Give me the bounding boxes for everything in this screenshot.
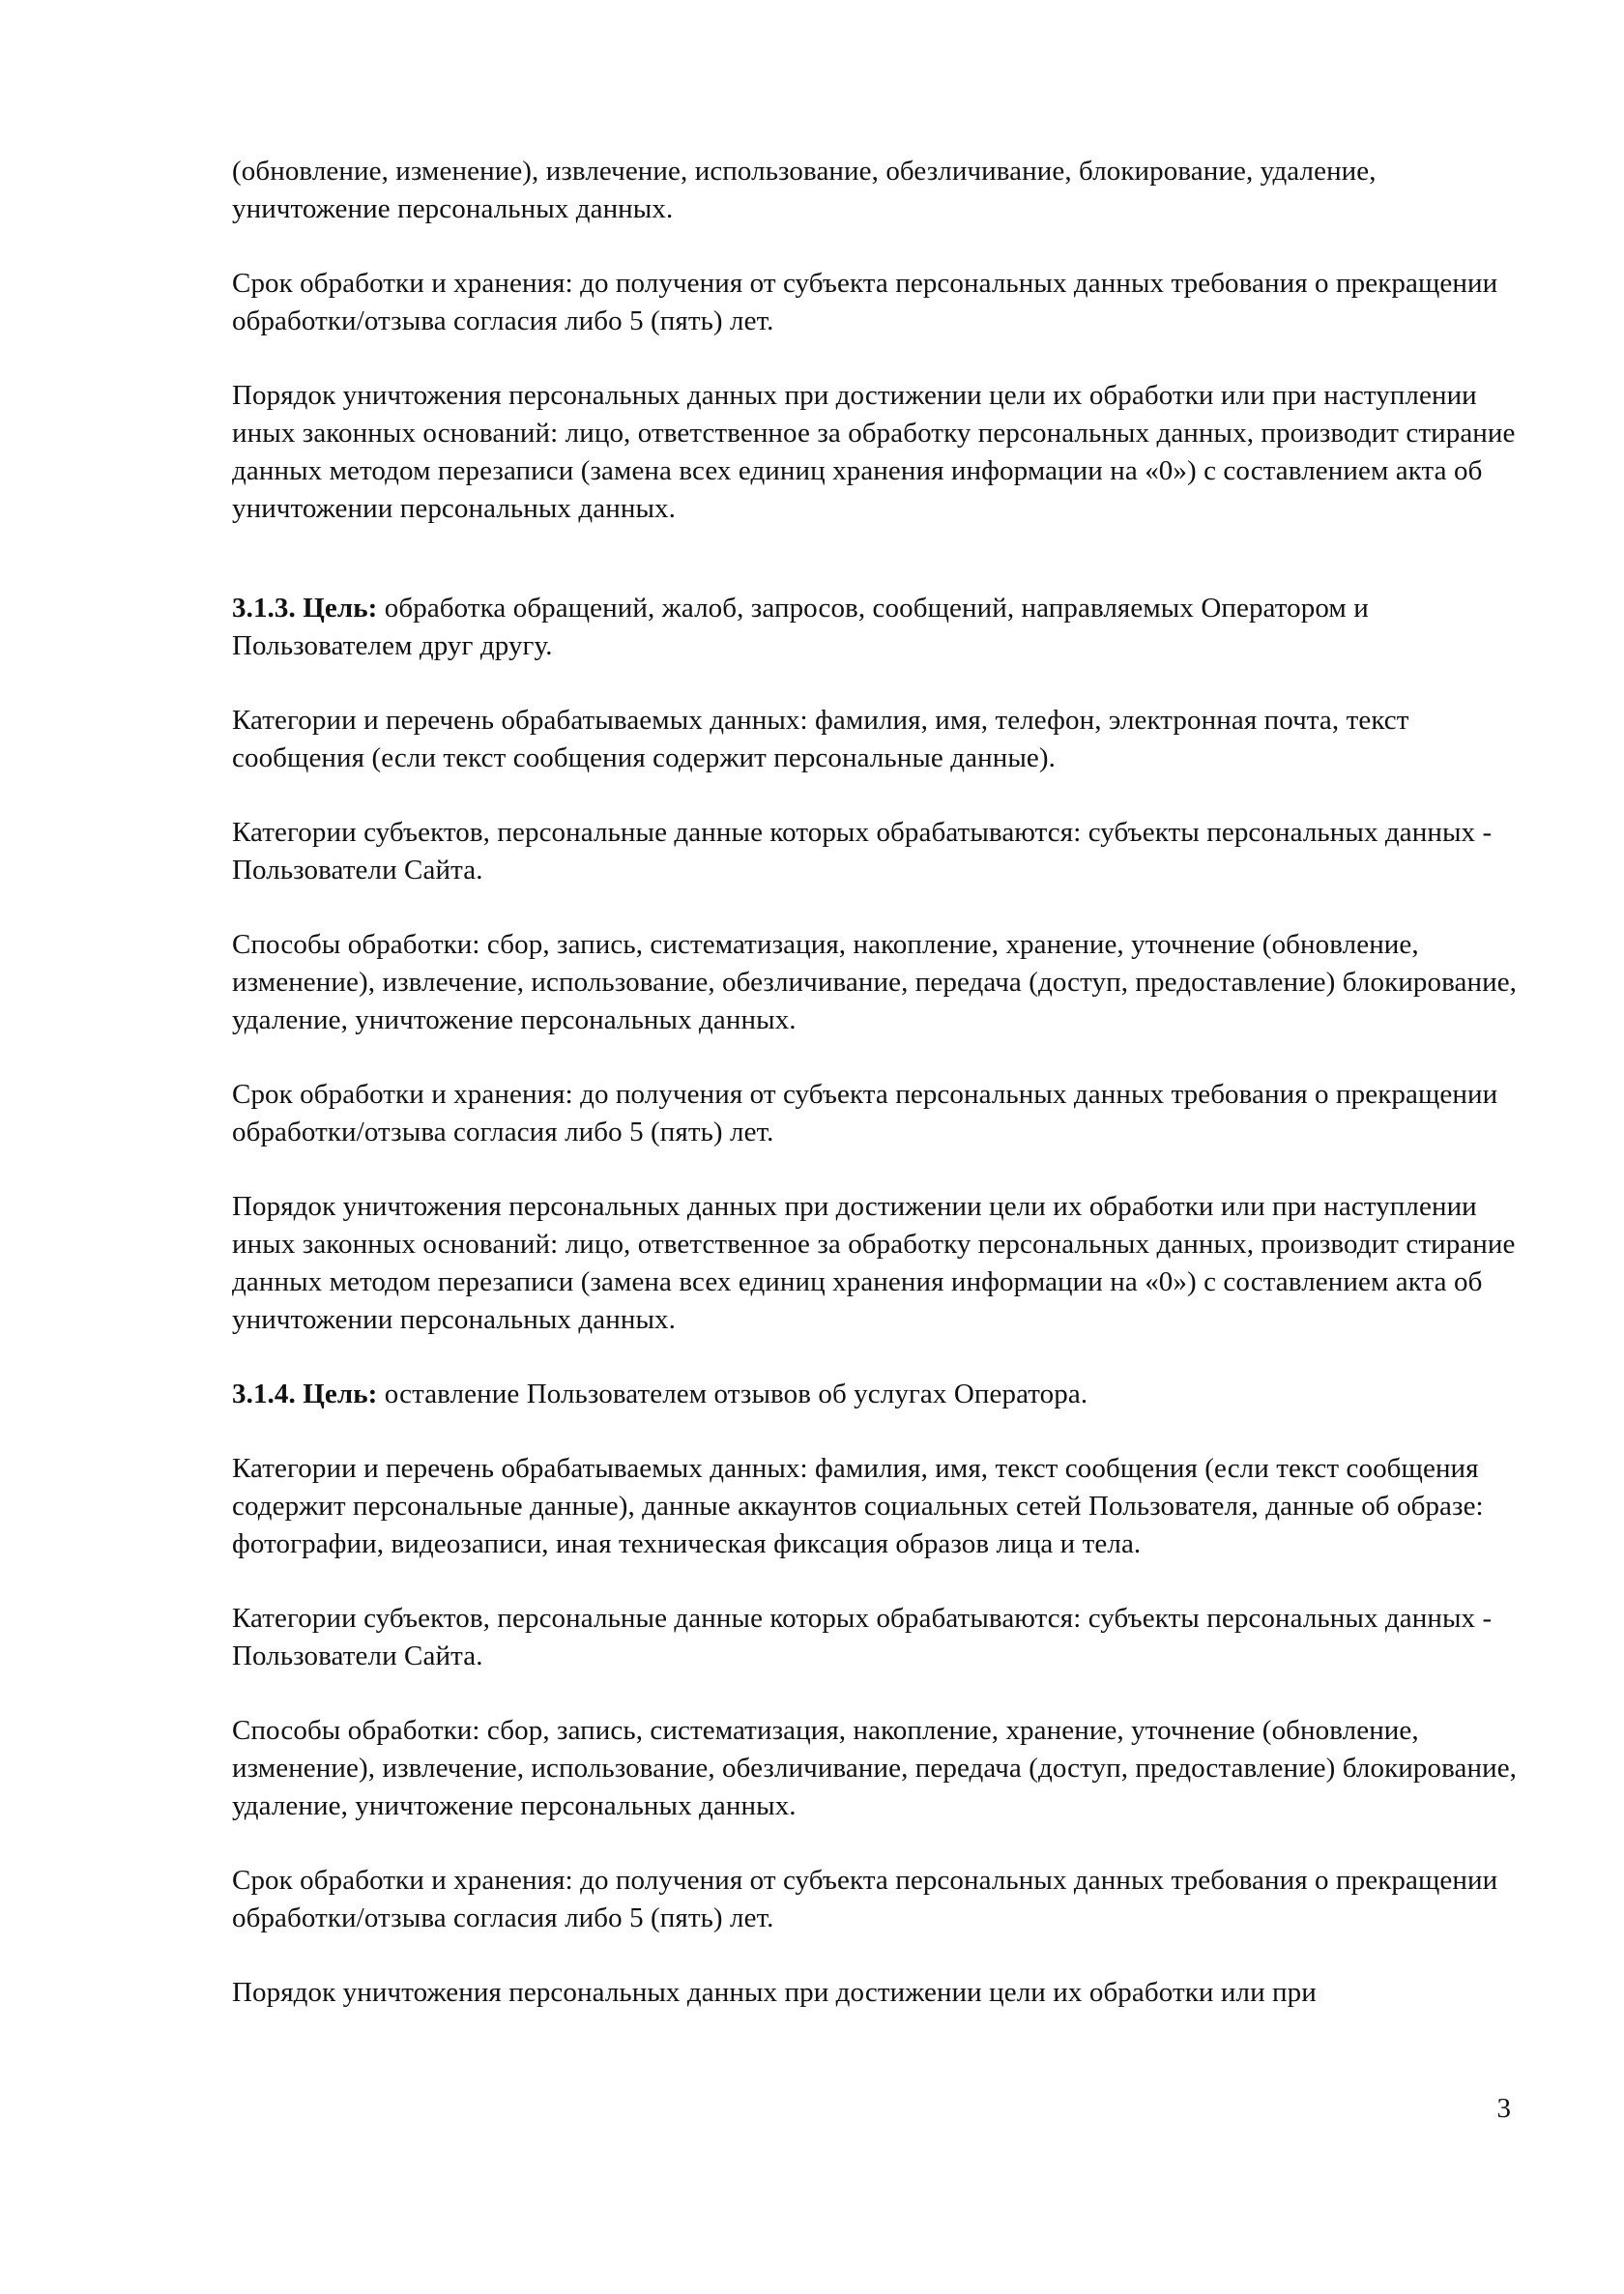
section-label: Цель: — [303, 593, 378, 624]
paragraph: Срок обработки и хранения: до получения от субъекта персональных данных требования о прекращении обработки/отзыва согласия либо 5 (пять) лет. — [232, 1079, 1498, 1147]
paragraph: Срок обработки и хранения: до получения от субъекта персональных данных требования о прекращении обработки/отзыва согласия либо 5 (пять) лет. — [232, 1865, 1498, 1933]
paragraph: Порядок уничтожения персональных данных при достижении цели их обработки или при наступлении иных законных оснований: лицо, ответственное за обработку персональных данных, производит стирание данных методом перезаписи (замена всех единиц хранения информации на «0») с составлением акта об уничтожении персональных данных. — [232, 1191, 1516, 1335]
paragraph: Категории субъектов, персональные данные которых обрабатываются: субъекты персональных данных - Пользователи Сайта. — [232, 817, 1493, 886]
paragraph: Порядок уничтожения персональных данных при достижении цели их обработки или при — [232, 1977, 1317, 2008]
document-body — [232, 153, 1518, 2012]
paragraph: Категории субъектов, персональные данные которых обрабатываются: субъекты персональных данных - Пользователи Сайта. — [232, 1603, 1493, 1671]
section-number: 3.1.4. — [232, 1379, 296, 1409]
paragraph: Способы обработки: сбор, запись, систематизация, накопление, хранение, уточнение (обновление, изменение), извлечение, использование, обезличивание, передача (доступ, предоставление) блокирование, удаление, уничтожение персональных данных. — [232, 929, 1518, 1035]
paragraph: Порядок уничтожения персональных данных при достижении цели их обработки или при наступлении иных законных оснований: лицо, ответственное за обработку персональных данных, производит стирание данных методом перезаписи (замена всех единиц хранения информации на «0») с составлением акта об уничтожении персональных данных. — [232, 380, 1516, 524]
paragraph: (обновление, изменение), извлечение, использование, обезличивание, блокирование, удаление, уничтожение персональных данных. — [232, 156, 1377, 224]
section-heading-paragraph: 3.1.3. Цель: обработка обращений, жалоб, запросов, сообщений, направляемых Оператором и Пользователем друг другу. — [232, 593, 1369, 661]
paragraph: Способы обработки: сбор, запись, систематизация, накопление, хранение, уточнение (обновление, изменение), извлечение, использование, обезличивание, передача (доступ, предоставление) блокирование, удаление, уничтожение персональных данных. — [232, 1715, 1518, 1821]
section-number: 3.1.3. — [232, 593, 296, 624]
section-heading-paragraph: 3.1.4. Цель: оставление Пользователем отзывов об услугах Оператора. — [232, 1379, 1088, 1409]
paragraph: Срок обработки и хранения: до получения от субъекта персональных данных требования о прекращении обработки/отзыва согласия либо 5 (пять) лет. — [232, 268, 1498, 336]
paragraph: Категории и перечень обрабатываемых данных: фамилия, имя, текст сообщения (если текст сообщения содержит персональные данные), данные аккаунтов социальных сетей Пользователя, данные об образе: фотографии, видеозаписи, иная техническая фиксация образов лица и тела. — [232, 1453, 1484, 1559]
page-number: 3 — [1496, 2093, 1511, 2124]
paragraph: Категории и перечень обрабатываемых данных: фамилия, имя, телефон, электронная почта, текст сообщения (если текст сообщения содержит персональные данные). — [232, 705, 1409, 773]
section-label: Цель: — [303, 1379, 378, 1409]
